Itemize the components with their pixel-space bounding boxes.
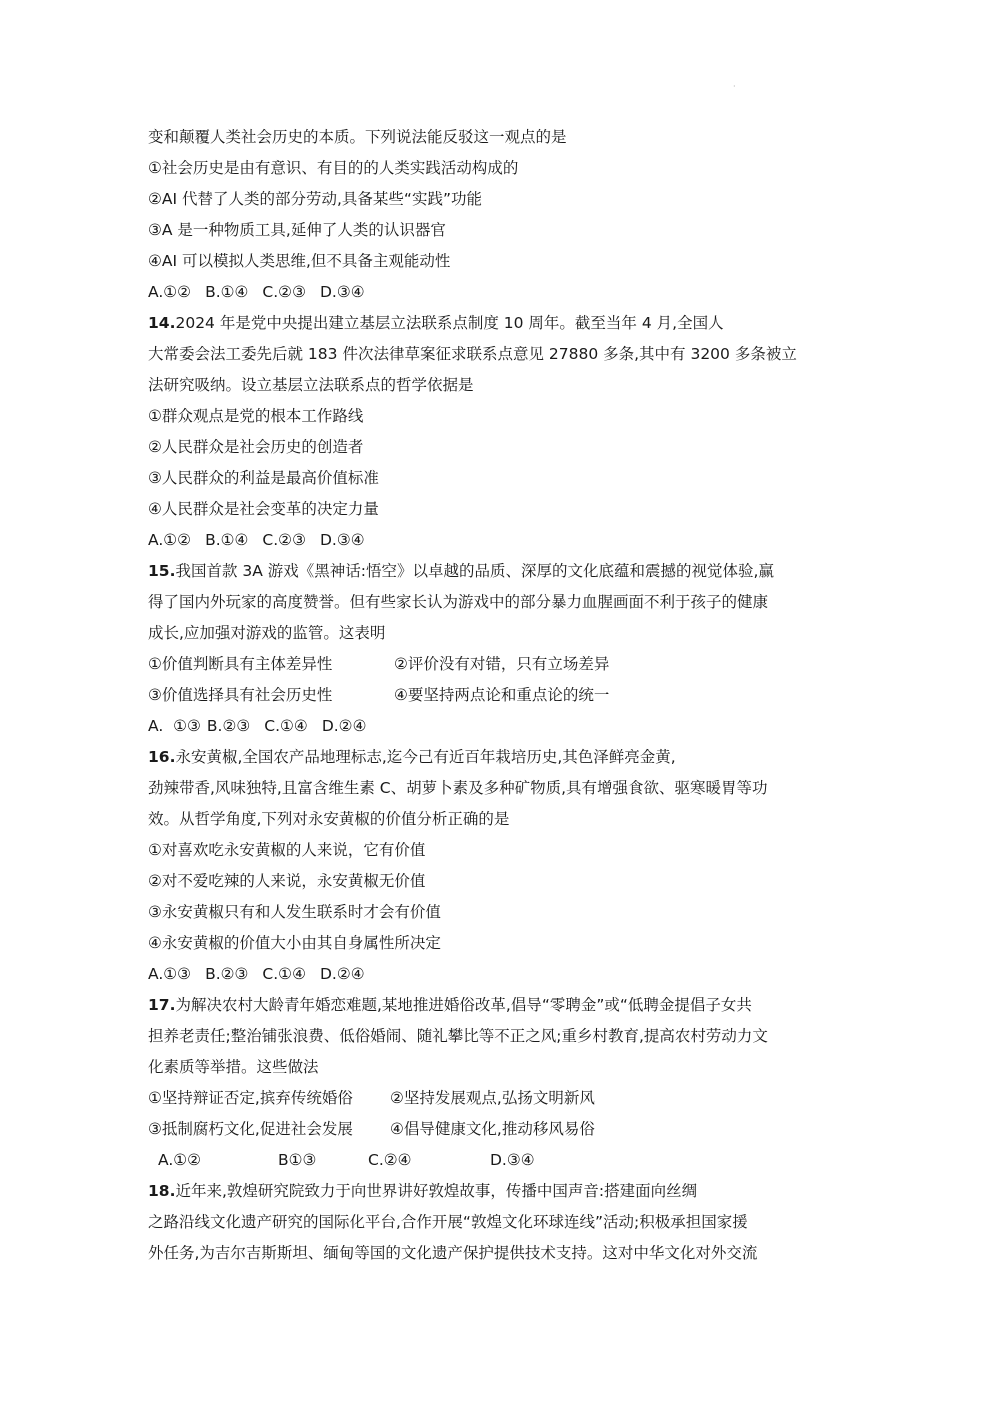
q16-item-1: ①对喜欢吃永安黄椒的人来说，它有价值: [148, 841, 426, 859]
q17-stem-line-1: [148, 990, 848, 1021]
q14-option-a: A.①②: [148, 531, 192, 549]
q15-options: [148, 711, 848, 742]
q17-item-2: ②坚持发展观点,弘扬文明新风: [390, 1089, 595, 1107]
q14-item-1: ①群众观点是党的根本工作路线: [148, 407, 364, 425]
q16-option-a: A.①③: [148, 965, 192, 983]
q16-item-2: ②对不爱吃辣的人来说，永安黄椒无价值: [148, 872, 426, 890]
q16-options: [148, 959, 848, 990]
q16-item-3: ③永安黄椒只有和人发生联系时才会有价值: [148, 903, 441, 921]
q14-stem-line-1: [148, 308, 848, 339]
q13-item-4: ④AI 可以模拟人类思维,但不具备主观能动性: [148, 252, 451, 270]
q15-option-a: A. ①③: [148, 717, 201, 735]
q15-stem-text: 我国首款 3A 游戏《黑神话:悟空》以卓越的品质、深厚的文化底蕴和震撼的视觉体验,赢: [175, 562, 774, 580]
q14-stem-line-3: 法研究吸纳。设立基层立法联系点的哲学依据是: [148, 376, 474, 394]
q15-option-d: D.②④: [321, 717, 367, 735]
q15-stem-line-1: [148, 556, 848, 587]
page-mark: ·: [733, 82, 736, 91]
q14-stem-line-2: 大常委会法工委先后就 183 件次法律草案征求联系点意见 27880 多条,其中有 3200 多条被立: [148, 345, 797, 363]
q16-stem-line-1: [148, 742, 848, 773]
q16-stem-line-2: 劲辣带香,风味独特,且富含维生素 C、胡萝卜素及多种矿物质,具有增强食欲、驱寒暖胃等功: [148, 779, 768, 797]
q15-items-row-2: [148, 680, 848, 711]
q13-option-a: A.①②: [148, 283, 192, 301]
q17-item-4: ④倡导健康文化,推动移风易俗: [390, 1120, 595, 1138]
q13-option-d: D.③④: [319, 283, 365, 301]
q14-number: 14.: [148, 314, 176, 332]
q17-options: [148, 1145, 848, 1176]
q13-options: [148, 277, 848, 308]
q14-option-c: C.②③: [262, 531, 306, 549]
q17-item-3: ③抵制腐朽文化,促进社会发展: [148, 1120, 353, 1138]
q18-stem-text: 近年来,敦煌研究院致力于向世界讲好敦煌故事，传播中国声音:搭建面向丝绸: [175, 1182, 698, 1200]
q16-item-4: ④永安黄椒的价值大小由其自身属性所决定: [148, 934, 441, 952]
q18-number: 18.: [148, 1182, 176, 1200]
q14-item-3: ③人民群众的利益是最高价值标准: [148, 469, 379, 487]
q13-item-3: ③A 是一种物质工具,延伸了人类的认识器官: [148, 221, 446, 239]
q14-stem-text: 2024 年是党中央提出建立基层立法联系点制度 10 周年。截至当年 4 月,全国人: [175, 314, 724, 332]
q13-option-c: C.②③: [262, 283, 306, 301]
q14-item-2: ②人民群众是社会历史的创造者: [148, 438, 364, 456]
q15-item-4: ④要坚持两点论和重点论的统一: [394, 686, 610, 704]
q15-item-3: ③价值选择具有社会历史性: [148, 686, 333, 704]
q18-stem-line-3: 外任务,为吉尔吉斯斯坦、缅甸等国的文化遗产保护提供技术支持。这对中华文化对外交流: [148, 1244, 758, 1262]
q17-option-b: B①③: [278, 1151, 317, 1169]
q16-option-d: D.②④: [319, 965, 365, 983]
q14-options: [148, 525, 848, 556]
q15-option-b: B.②③: [206, 717, 251, 735]
q13-stem-continuation: 变和颠覆人类社会历史的本质。下列说法能反驳这一观点的是: [148, 128, 567, 146]
q16-option-c: C.①④: [262, 965, 306, 983]
q14-option-b: B.①④: [205, 531, 249, 549]
q17-option-c: C.②④: [368, 1151, 412, 1169]
q14-option-d: D.③④: [319, 531, 365, 549]
q17-option-d: D.③④: [490, 1151, 535, 1169]
q17-stem-line-2: 担养老责任;整治铺张浪费、低俗婚闹、随礼攀比等不正之风;重乡村教育,提高农村劳动力文: [148, 1027, 768, 1045]
q16-number: 16.: [148, 748, 176, 766]
q15-item-2: ②评价没有对错，只有立场差异: [394, 655, 610, 673]
q15-items-row-1: [148, 649, 848, 680]
q15-stem-line-3: 成长,应加强对游戏的监管。这表明: [148, 624, 386, 642]
q13-option-b: B.①④: [205, 283, 249, 301]
q14-item-4: ④人民群众是社会变革的决定力量: [148, 500, 379, 518]
q17-items-row-2: [148, 1114, 848, 1145]
q16-stem-line-3: 效。从哲学角度,下列对永安黄椒的价值分析正确的是: [148, 810, 510, 828]
q17-items-row-1: [148, 1083, 848, 1114]
q17-item-1: ①坚持辩证否定,摈弃传统婚俗: [148, 1089, 353, 1107]
q17-stem-text: 为解决农村大龄青年婚恋难题,某地推进婚俗改革,倡导“零聘金”或“低聘金提倡子女共: [175, 996, 752, 1014]
q15-stem-line-2: 得了国内外玩家的高度赞誉。但有些家长认为游戏中的部分暴力血腥画面不利于孩子的健康: [148, 593, 769, 611]
q17-option-a: A.①②: [158, 1151, 202, 1169]
q13-item-2: ②AI 代替了人类的部分劳动,具备某些“实践”功能: [148, 190, 482, 208]
q18-stem-line-2: 之路沿线文化遗产研究的国际化平台,合作开展“敦煌文化环球连线”活动;积极承担国家援: [148, 1213, 748, 1231]
q15-number: 15.: [148, 562, 176, 580]
q17-number: 17.: [148, 996, 176, 1014]
q15-item-1: ①价值判断具有主体差异性: [148, 655, 333, 673]
q16-stem-text: 永安黄椒,全国农产品地理标志,迄今己有近百年栽培历史,其色泽鲜亮金黄,: [175, 748, 676, 766]
q15-option-c: C.①④: [264, 717, 308, 735]
q13-item-1: ①社会历史是由有意识、有目的的人类实践活动构成的: [148, 159, 519, 177]
q17-stem-line-3: 化素质等举措。这些做法: [148, 1058, 319, 1076]
q18-stem-line-1: [148, 1176, 848, 1207]
q16-option-b: B.②③: [205, 965, 249, 983]
document-body: [148, 122, 848, 1269]
